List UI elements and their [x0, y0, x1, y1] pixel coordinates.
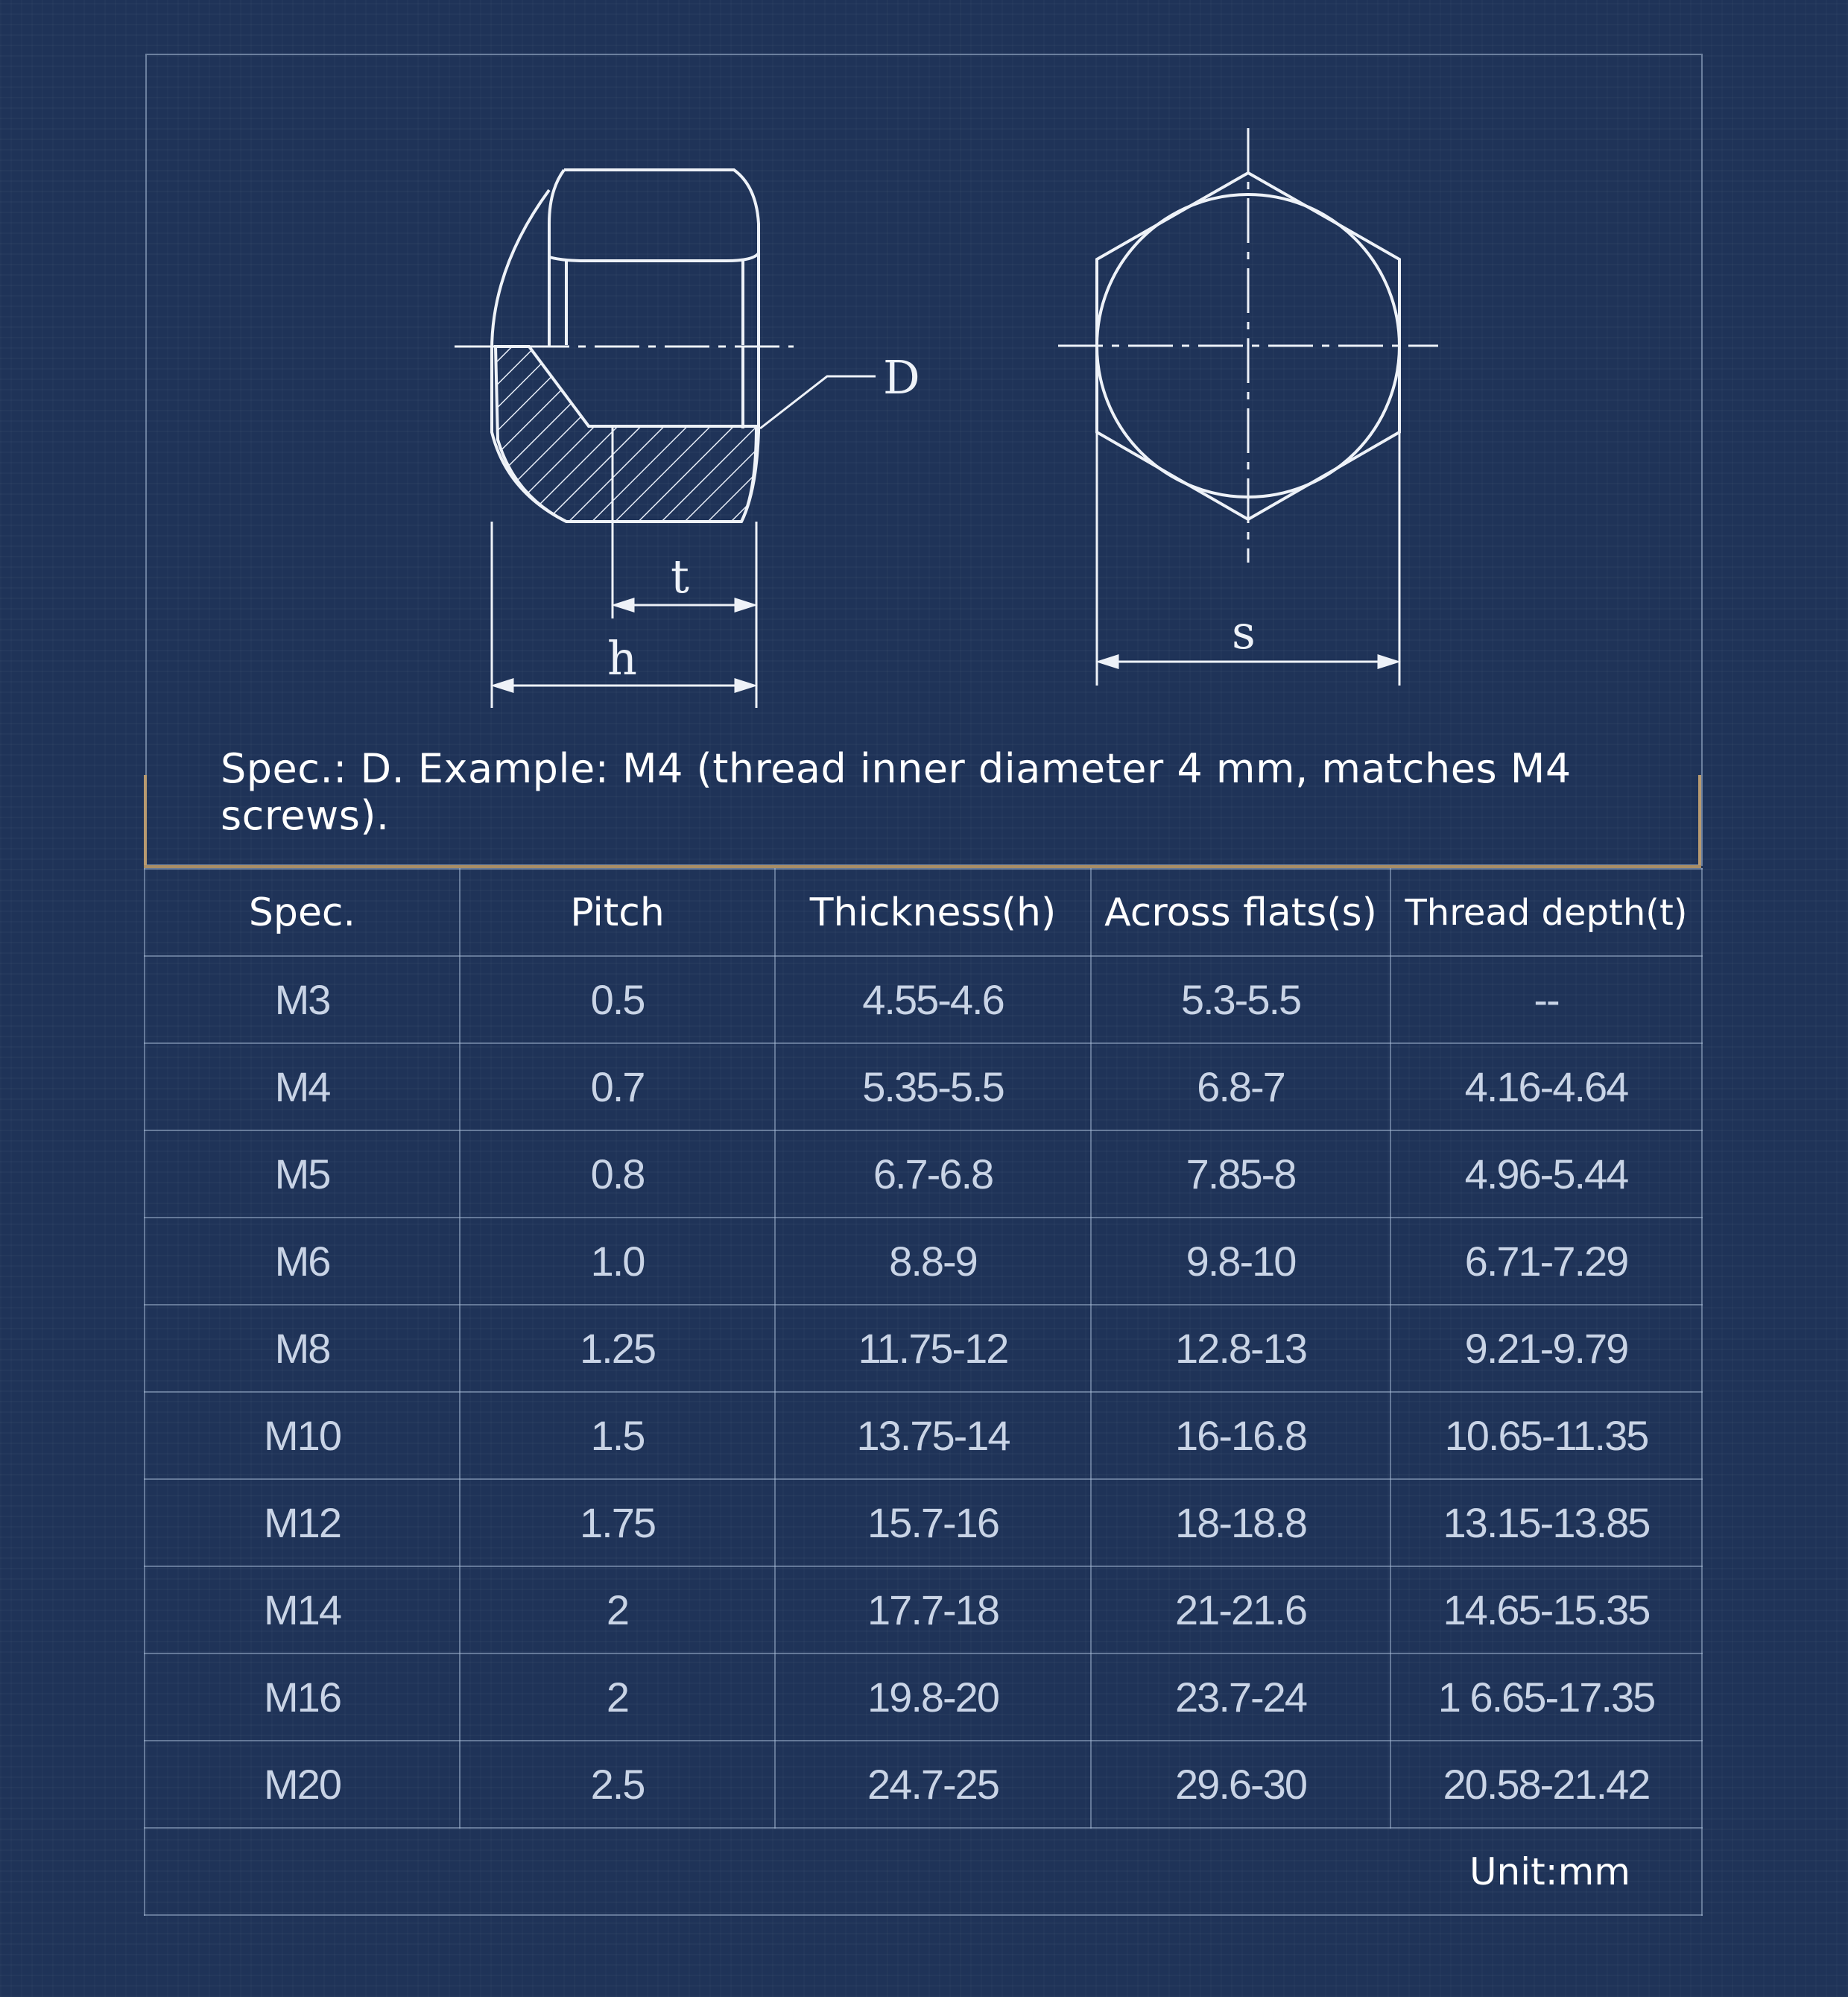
- header-thread-depth: Thread depth(t): [1390, 869, 1702, 956]
- cap-nut-technical-drawing: [0, 0, 1848, 745]
- table-row: [145, 1305, 1702, 1392]
- d-leader: [760, 376, 876, 428]
- label-h: h: [607, 631, 637, 686]
- accent-bar-right: [1698, 775, 1701, 868]
- cell-across-flats: 29.6-30: [1091, 1741, 1390, 1828]
- table-row: [145, 1653, 1702, 1741]
- cell-spec: M10: [145, 1392, 460, 1479]
- header-across-flats: Across flats(s): [1091, 869, 1390, 956]
- cell-thread-depth: 1 6.65-17.35: [1390, 1653, 1702, 1741]
- header-thickness: Thickness(h): [775, 869, 1091, 956]
- cell-thread-depth: 20.58-21.42: [1390, 1741, 1702, 1828]
- table-row: [145, 1741, 1702, 1828]
- cell-spec: M12: [145, 1479, 460, 1566]
- table-row: [145, 1479, 1702, 1566]
- cell-spec: M14: [145, 1566, 460, 1653]
- cell-spec: M4: [145, 1043, 460, 1130]
- label-d: D: [883, 350, 920, 405]
- spec-table: [144, 868, 1703, 1916]
- cell-thread-depth: 6.71-7.29: [1390, 1218, 1702, 1305]
- table-unit-row: [145, 1828, 1702, 1915]
- cell-thickness: 6.7-6.8: [775, 1130, 1091, 1218]
- cell-thickness: 13.75-14: [775, 1392, 1091, 1479]
- cell-thickness: 4.55-4.6: [775, 956, 1091, 1043]
- cell-pitch: 1.75: [460, 1479, 775, 1566]
- cell-spec: M3: [145, 956, 460, 1043]
- header-pitch: Pitch: [460, 869, 775, 956]
- table-row: [145, 1043, 1702, 1130]
- cell-thread-depth: 4.96-5.44: [1390, 1130, 1702, 1218]
- label-t: t: [671, 549, 689, 604]
- cell-across-flats: 9.8-10: [1091, 1218, 1390, 1305]
- cell-spec: M5: [145, 1130, 460, 1218]
- cell-pitch: 0.8: [460, 1130, 775, 1218]
- cell-spec: M20: [145, 1741, 460, 1828]
- cell-thickness: 5.35-5.5: [775, 1043, 1091, 1130]
- cell-across-flats: 7.85-8: [1091, 1130, 1390, 1218]
- cell-pitch: 1.0: [460, 1218, 775, 1305]
- cell-pitch: 2: [460, 1653, 775, 1741]
- table-row: [145, 1218, 1702, 1305]
- hatched-section: [496, 346, 756, 522]
- cell-across-flats: 12.8-13: [1091, 1305, 1390, 1392]
- cell-pitch: 2.5: [460, 1741, 775, 1828]
- accent-bar-left: [144, 775, 147, 868]
- table-row: [145, 1130, 1702, 1218]
- cell-thread-depth: --: [1390, 956, 1702, 1043]
- cell-spec: M8: [145, 1305, 460, 1392]
- spec-caption: Spec.: D. Example: M4 (thread inner diameter 4 mm, matches M4 screws).: [221, 745, 1572, 839]
- cell-thickness: 8.8-9: [775, 1218, 1091, 1305]
- cell-thread-depth: 10.65-11.35: [1390, 1392, 1702, 1479]
- cell-pitch: 1.5: [460, 1392, 775, 1479]
- cell-across-flats: 5.3-5.5: [1091, 956, 1390, 1043]
- cell-thread-depth: 9.21-9.79: [1390, 1305, 1702, 1392]
- cell-pitch: 1.25: [460, 1305, 775, 1392]
- cell-thread-depth: 14.65-15.35: [1390, 1566, 1702, 1653]
- cell-spec: M16: [145, 1653, 460, 1741]
- table-header-row: [145, 869, 1702, 956]
- cell-thread-depth: 4.16-4.64: [1390, 1043, 1702, 1130]
- label-s: s: [1232, 605, 1256, 659]
- cell-pitch: 2: [460, 1566, 775, 1653]
- unit-cell: [145, 1828, 1702, 1915]
- unit-label: Unit:mm: [1469, 1849, 1630, 1893]
- table-row: [145, 1566, 1702, 1653]
- header-spec: Spec.: [145, 869, 460, 956]
- cell-thickness: 11.75-12: [775, 1305, 1091, 1392]
- table-row: [145, 956, 1702, 1043]
- cell-thickness: 15.7-16: [775, 1479, 1091, 1566]
- cell-pitch: 0.7: [460, 1043, 775, 1130]
- accent-bar-bottom: [144, 865, 1701, 868]
- cell-thread-depth: 13.15-13.85: [1390, 1479, 1702, 1566]
- cell-across-flats: 6.8-7: [1091, 1043, 1390, 1130]
- table-row: [145, 1392, 1702, 1479]
- cell-across-flats: 16-16.8: [1091, 1392, 1390, 1479]
- cell-spec: M6: [145, 1218, 460, 1305]
- cell-pitch: 0.5: [460, 956, 775, 1043]
- cell-across-flats: 21-21.6: [1091, 1566, 1390, 1653]
- cell-across-flats: 23.7-24: [1091, 1653, 1390, 1741]
- cell-across-flats: 18-18.8: [1091, 1479, 1390, 1566]
- cell-thickness: 19.8-20: [775, 1653, 1091, 1741]
- cell-thickness: 17.7-18: [775, 1566, 1091, 1653]
- cell-thickness: 24.7-25: [775, 1741, 1091, 1828]
